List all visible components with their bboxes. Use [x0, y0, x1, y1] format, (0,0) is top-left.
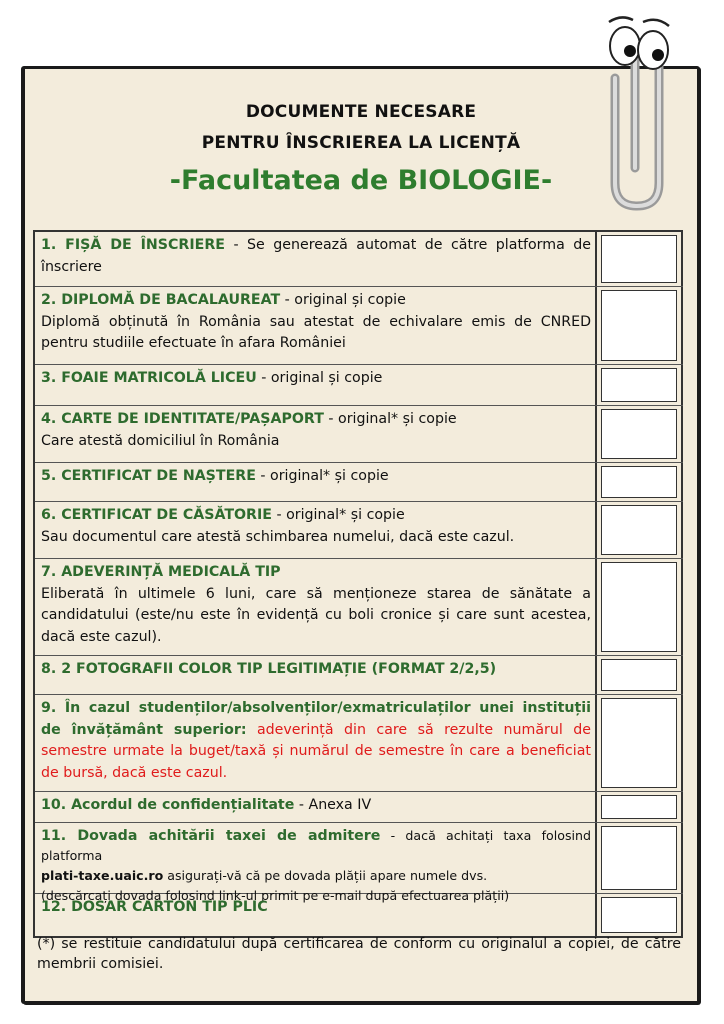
list-item: 6. CERTIFICAT DE CĂSĂTORIE - original* și copie Sau documentul care atestă schimbarea numelui, dacă este cazul.: [35, 502, 683, 559]
list-item: 11. Dovada achitării taxei de admitere - dacă achitați taxa folosind platforma plati-taxe.uaic.ro asigurați-vă că pe dovada plății apare numele dvs. (descărcați dovada folosind link-ul primit pe e-mail după efectuarea plății): [35, 823, 683, 894]
checkbox[interactable]: [601, 897, 677, 933]
list-item: 4. CARTE DE IDENTITATE/PAȘAPORT - original* și copie Care atestă domiciliul în România: [35, 406, 683, 463]
list-item: 3. FOAIE MATRICOLĂ LICEU - original și copie: [35, 365, 683, 406]
list-item: 10. Acordul de confidențialitate - Anexa IV: [35, 792, 683, 823]
checkbox[interactable]: [601, 409, 677, 459]
list-item: 1. FIȘĂ DE ÎNSCRIERE - Se generează automat de către platforma de înscriere: [35, 232, 683, 287]
list-item: 8. 2 FOTOGRAFII COLOR TIP LEGITIMAȚIE (FORMAT 2/2,5): [35, 656, 683, 695]
paperclip-mascot-icon: [585, 8, 695, 213]
list-item: 5. CERTIFICAT DE NAȘTERE - original* și copie: [35, 463, 683, 502]
payment-platform-link[interactable]: plati-taxe.uaic.ro: [41, 868, 164, 883]
list-item: 2. DIPLOMĂ DE BACALAUREAT - original și copie Diplomă obținută în România sau atestat de echivalare emis de CNRED pentru studiile efectuate în afara României: [35, 287, 683, 365]
faculty-title: -Facultatea de BIOLOGIE-: [169, 165, 553, 196]
list-item: 7. ADEVERINȚĂ MEDICALĂ TIP Eliberată în ultimele 6 luni, care să menționeze starea de sănătate a candidatului (este/nu este în evidență cu boli cronice și care sunt acestea, dacă este cazul).: [35, 559, 683, 656]
list-item: 12. DOSAR CARTON TIP PLIC: [35, 894, 683, 936]
checkbox[interactable]: [601, 466, 677, 498]
checkbox[interactable]: [601, 659, 677, 691]
checkbox[interactable]: [601, 235, 677, 283]
title-line-1: DOCUMENTE NECESARE: [245, 102, 477, 122]
documents-checklist: [33, 230, 683, 938]
title-line-2: PENTRU ÎNSCRIEREA LA LICENȚĂ: [201, 133, 521, 153]
checkbox[interactable]: [601, 826, 677, 890]
checkbox[interactable]: [601, 290, 677, 361]
checkbox[interactable]: [601, 795, 677, 819]
list-item: 9. În cazul studenților/absolvenților/exmatriculaților unei instituții de învățământ superior: adeverință din care să rezulte numărul de semestre urmate la buget/taxă și numărul de semestre în care a beneficiat de bursă, dacă este cazul.: [35, 695, 683, 792]
checkbox[interactable]: [601, 368, 677, 402]
checkbox[interactable]: [601, 698, 677, 788]
checkbox[interactable]: [601, 562, 677, 652]
checkbox[interactable]: [601, 505, 677, 555]
footnote: (*) se restituie candidatului după certificarea de conform cu originalul a copiei, de către membrii comisiei.: [37, 936, 681, 972]
